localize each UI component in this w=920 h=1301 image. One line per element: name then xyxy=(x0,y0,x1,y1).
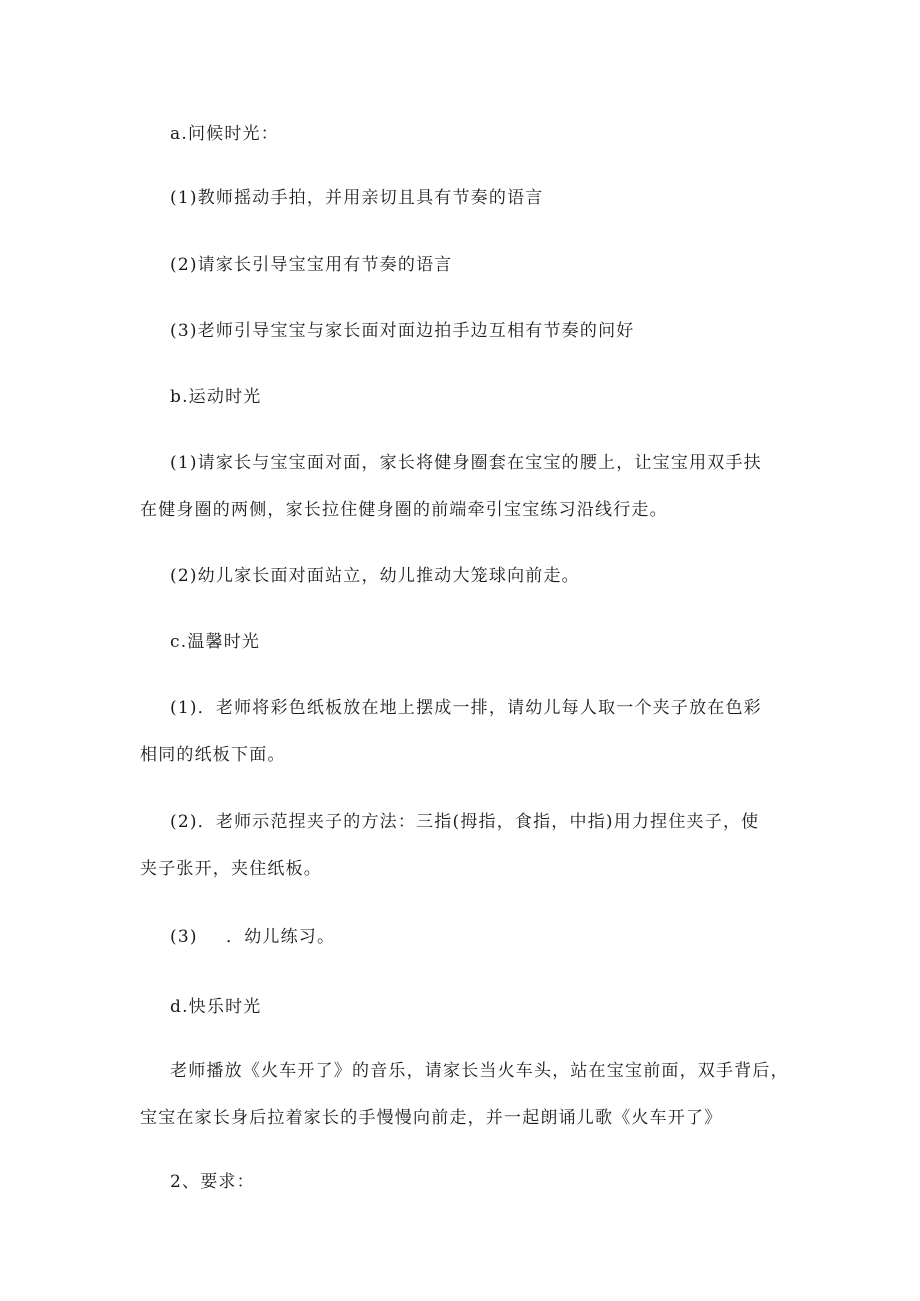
section-a-item-3: (3)老师引导宝宝与家长面对面边拍手边互相有节奏的问好 xyxy=(170,321,635,341)
section-b-item-1-line-2: 在健身圈的两侧，家长拉住健身圈的前端牵引宝宝练习沿线行走。 xyxy=(140,500,668,520)
section-c-item-3 xyxy=(170,925,335,949)
section-a-heading: a.问候时光： xyxy=(170,124,279,144)
section-c-item-2-line-1: (2)．老师示范捏夹子的方法：三指(拇指，食指，中指)用力捏住夹子，使 xyxy=(170,812,760,832)
section-a-item-1: (1)教师摇动手拍，并用亲切且具有节奏的语言 xyxy=(170,188,544,208)
section-c-item-1-line-1: (1)．老师将彩色纸板放在地上摆成一排，请幼儿每人取一个夹子放在色彩 xyxy=(170,698,762,718)
section-c-item-2-line-2: 夹子张开，夹住纸板。 xyxy=(140,859,322,879)
section-d-line-1: 老师播放《火车开了》的音乐，请家长当火车头，站在宝宝前面，双手背后， xyxy=(170,1061,789,1081)
section-c-item-3-number: (3) xyxy=(170,927,198,947)
section-c-item-3-text: ．幼儿练习。 xyxy=(226,927,336,947)
requirements-heading: 2、要求： xyxy=(170,1172,255,1192)
section-d-line-2: 宝宝在家长身后拉着家长的手慢慢向前走，并一起朗诵儿歌《火车开了》 xyxy=(140,1108,723,1128)
section-b-heading: b.运动时光 xyxy=(170,387,262,407)
section-c-heading: c.温馨时光 xyxy=(170,632,261,652)
section-d-heading: d.快乐时光 xyxy=(170,997,262,1017)
section-c-item-1-line-2: 相同的纸板下面。 xyxy=(140,745,286,765)
section-b-item-2: (2)幼儿家长面对面站立，幼儿推动大笼球向前走。 xyxy=(170,566,580,586)
section-b-item-1-line-1: (1)请家长与宝宝面对面，家长将健身圈套在宝宝的腰上，让宝宝用双手扶 xyxy=(170,453,762,473)
section-a-item-2: (2)请家长引导宝宝用有节奏的语言 xyxy=(170,255,453,275)
